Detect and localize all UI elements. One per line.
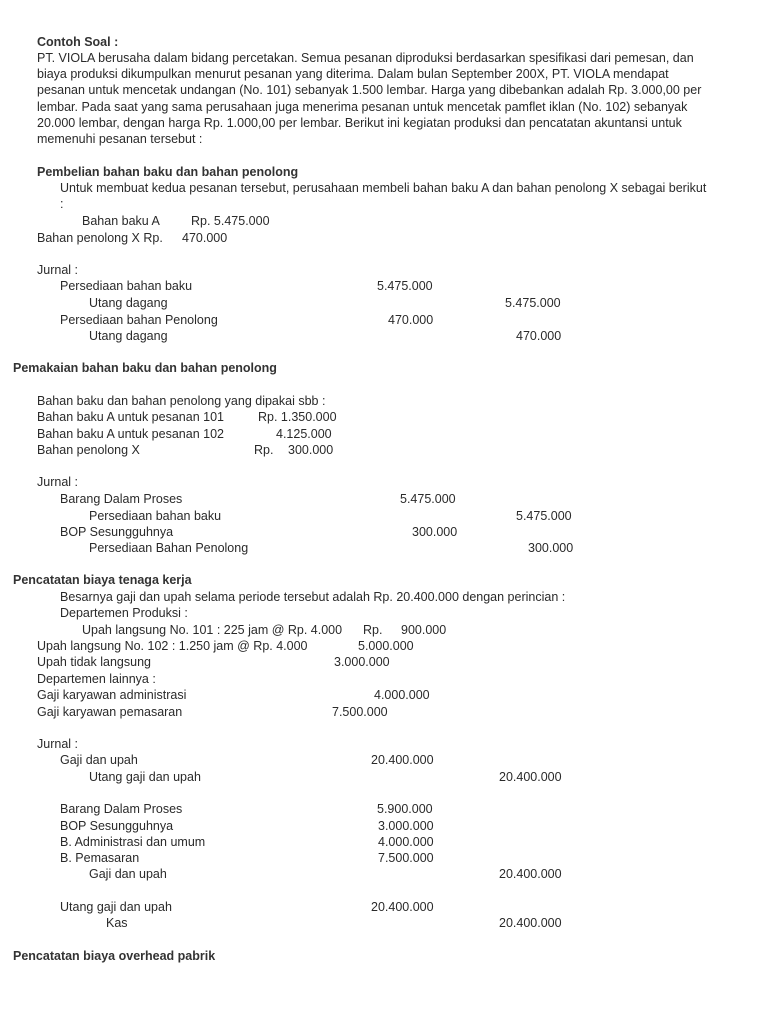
s3-jc-credit: Kas — [106, 916, 128, 930]
s2-row3-rp: Rp. — [254, 443, 274, 457]
s2-j1-credit: Persediaan bahan baku — [89, 509, 222, 523]
s2-j2-credit-value: 300.000 — [528, 541, 574, 555]
s3-jc-debit: Utang gaji dan upah — [60, 900, 172, 914]
intro-line: 20.000 lembar, dengan harga Rp. 1.000,00 per lembar. Berikut ini kegiatan produksi dan pencatatan akuntansi untuk — [37, 115, 682, 130]
s3-jb-debit-1-value: 5.900.000 — [377, 802, 433, 816]
s2-row1-label: Bahan baku A untuk pesanan 101 — [37, 410, 224, 424]
s2-jurnal-label: Jurnal : — [37, 475, 78, 489]
s3-jc-debit-value: 20.400.000 — [371, 900, 434, 914]
s2-row3-label: Bahan penolong X — [37, 443, 140, 457]
s1-j1-debit: Persediaan bahan baku — [60, 279, 193, 293]
s3-dept-produksi: Departemen Produksi : — [60, 606, 188, 620]
s2-j2-debit: BOP Sesungguhnya — [60, 525, 174, 539]
section-title-pembelian: Pembelian bahan baku dan bahan penolong — [37, 165, 299, 179]
s3-upah-101: Upah langsung No. 101 : 225 jam @ Rp. 4.000 — [82, 623, 343, 637]
heading: Contoh Soal : — [37, 35, 119, 49]
s3-upah-tidak-langsung: Upah tidak langsung — [37, 655, 151, 669]
s3-jb-debit-4: B. Pemasaran — [60, 851, 140, 865]
s1-item2-label: Bahan penolong X Rp. — [37, 231, 163, 245]
s1-j1-credit: Utang dagang — [89, 296, 168, 310]
intro-paragraph — [37, 50, 727, 147]
s1-jurnal-label: Jurnal : — [37, 263, 78, 277]
s2-intro: Bahan baku dan bahan penolong yang dipakai sbb : — [37, 394, 326, 408]
s3-jc-credit-value: 20.400.000 — [499, 916, 562, 930]
s3-upah-101-value: 900.000 — [401, 623, 447, 637]
s3-jurnal-label: Jurnal : — [37, 737, 78, 751]
s2-row2-value: 4.125.000 — [276, 427, 332, 441]
s3-jb-debit-2: BOP Sesungguhnya — [60, 819, 174, 833]
s3-gaji-administrasi: Gaji karyawan administrasi — [37, 688, 187, 702]
s3-ja-credit-value: 20.400.000 — [499, 770, 562, 784]
s2-row2-label: Bahan baku A untuk pesanan 102 — [37, 427, 224, 441]
s3-gaji-pemasaran-value: 7.500.000 — [332, 705, 388, 719]
s2-j1-debit: Barang Dalam Proses — [60, 492, 183, 506]
section-title-tenaga-kerja: Pencatatan biaya tenaga kerja — [13, 573, 192, 587]
s3-ja-debit: Gaji dan upah — [60, 753, 138, 767]
s2-j2-debit-value: 300.000 — [412, 525, 458, 539]
s3-gaji-pemasaran: Gaji karyawan pemasaran — [37, 705, 183, 719]
s2-j1-debit-value: 5.475.000 — [400, 492, 456, 506]
s3-jb-debit-2-value: 3.000.000 — [378, 819, 434, 833]
s3-dept-lainnya: Departemen lainnya : — [37, 672, 156, 686]
s3-jb-credit-value: 20.400.000 — [499, 867, 562, 881]
s3-jb-debit-3-value: 4.000.000 — [378, 835, 434, 849]
s1-item1-value: Rp. 5.475.000 — [191, 214, 270, 228]
s2-j2-credit: Persediaan Bahan Penolong — [89, 541, 249, 555]
s1-j1-debit-value: 5.475.000 — [377, 279, 433, 293]
s3-upah-tidak-langsung-value: 3.000.000 — [334, 655, 390, 669]
s1-description: Untuk membuat kedua pesanan tersebut, perusahaan membeli bahan baku A dan bahan penolong X sebagai berikut — [60, 181, 707, 195]
section-title-overhead: Pencatatan biaya overhead pabrik — [13, 949, 216, 963]
intro-line: biaya produksi dikumpulkan menurut pesanan yang diterima. Dalam bulan September 200X, PT. VIOLA mendapat — [37, 67, 669, 82]
s3-jb-debit-3: B. Administrasi dan umum — [60, 835, 206, 849]
s3-ja-debit-value: 20.400.000 — [371, 753, 434, 767]
s3-jb-debit-4-value: 7.500.000 — [378, 851, 434, 865]
intro-line: pesanan untuk mencetak undangan (No. 101) sebanyak 1.500 lembar. Harga yang dibebankan adalah Rp. 3.000,00 per — [37, 83, 702, 98]
intro-line: PT. VIOLA berusaha dalam bidang percetakan. Semua pesanan diproduksi berdasarkan spesifikasi dari pemesan, dan — [37, 51, 694, 65]
s3-gaji-administrasi-value: 4.000.000 — [374, 688, 430, 702]
s3-jb-debit-1: Barang Dalam Proses — [60, 802, 183, 816]
s1-j2-credit: Utang dagang — [89, 329, 168, 343]
s3-jb-credit: Gaji dan upah — [89, 867, 167, 881]
s1-item2-value: 470.000 — [182, 231, 228, 245]
s1-j2-debit: Persediaan bahan Penolong — [60, 313, 218, 327]
s1-j1-credit-value: 5.475.000 — [505, 296, 561, 310]
intro-line: lembar. Pada saat yang sama perusahaan juga menerima pesanan untuk mencetak pamflet iklan (No. 102) sebanyak — [37, 99, 688, 114]
intro-line: memenuhi pesanan tersebut : — [37, 132, 203, 147]
s1-description-colon: : — [60, 197, 64, 211]
s3-ja-credit: Utang gaji dan upah — [89, 770, 201, 784]
s3-upah-102: Upah langsung No. 102 : 1.250 jam @ Rp. 4.000 — [37, 639, 308, 653]
s1-item1-label: Bahan baku A — [82, 214, 160, 228]
s1-j2-debit-value: 470.000 — [388, 313, 434, 327]
s1-j2-credit-value: 470.000 — [516, 329, 562, 343]
s3-upah-101-rp: Rp. — [363, 623, 383, 637]
s2-row1-value: Rp. 1.350.000 — [258, 410, 337, 424]
s2-j1-credit-value: 5.475.000 — [516, 509, 572, 523]
s3-upah-102-value: 5.000.000 — [358, 639, 414, 653]
section-title-pemakaian: Pemakaian bahan baku dan bahan penolong — [13, 361, 277, 375]
s3-description: Besarnya gaji dan upah selama periode tersebut adalah Rp. 20.400.000 dengan perincian : — [60, 590, 566, 604]
s2-row3-value: 300.000 — [288, 443, 334, 457]
